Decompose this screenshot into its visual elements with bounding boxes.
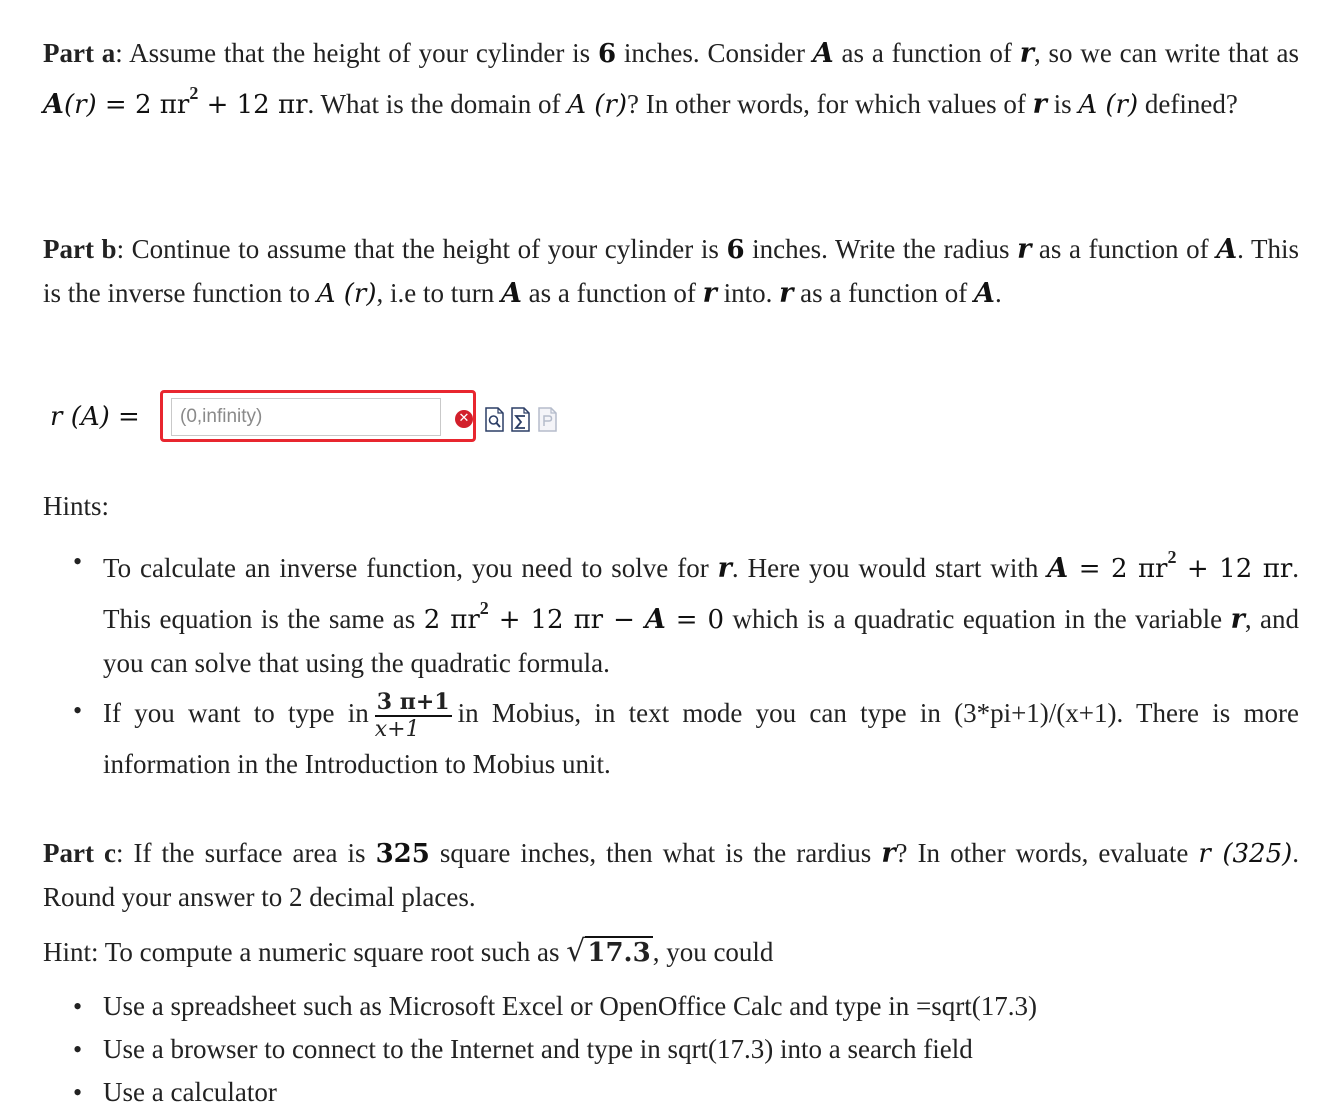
math-fraction	[375, 689, 452, 743]
part-c-label: Part c	[43, 838, 116, 868]
fraction-numerator: 3 π+1	[376, 689, 450, 715]
math-fn-A: A (r)	[567, 90, 627, 120]
hints-list	[43, 540, 1299, 786]
part-b-label: Part b	[43, 234, 117, 264]
hint-text: in Mobius, in text mode you can type in (3*pi+1)/(x+1). There is more information in the Introduction to Mobius unit.	[103, 698, 1299, 779]
list-item: • Use a browser to connect to the Internet and type in sqrt(17.3) into a search field	[43, 1028, 1299, 1071]
part-a-text: inches. Consider	[616, 38, 813, 68]
error-icon: ✕	[455, 410, 473, 428]
part-c-text: ? In other words, evaluate	[895, 838, 1199, 868]
hints-heading: Hints:	[43, 491, 110, 521]
fraction-denominator: x+1	[374, 717, 420, 742]
preview-icon[interactable]	[485, 407, 504, 432]
list-item: • Use a spreadsheet such as Microsoft Excel or OpenOffice Calc and type in =sqrt(17.3)	[43, 985, 1299, 1028]
math-exponent: 2	[479, 598, 489, 618]
math-var-A: A	[974, 278, 995, 309]
part-a-text: defined?	[1138, 89, 1238, 119]
math-var-A: A	[500, 278, 522, 309]
part-a-text: : Assume that the height of your cylinder is	[115, 38, 598, 68]
math-exponent: 2	[1167, 547, 1177, 567]
part-b-text: as a function of	[521, 278, 703, 308]
sqrt-options-list	[43, 985, 1299, 1114]
math-var-r: r	[1019, 38, 1034, 69]
math-fn-arg: (r)	[63, 90, 97, 120]
math-expr: + 12 πr	[198, 90, 308, 120]
part-a-text: . What is the domain of	[307, 89, 568, 119]
list-item	[43, 689, 1299, 786]
math-fn-A: A (r)	[1078, 90, 1139, 120]
part-b-text: as a function of	[1031, 234, 1217, 264]
sqrt-hint	[43, 930, 1299, 975]
math-fn-A: A	[43, 89, 64, 120]
part-a-question	[43, 32, 1299, 127]
part-b-text: inches. Write the radius	[744, 234, 1018, 264]
math-var-r: r	[1032, 89, 1047, 120]
part-b-text: .	[995, 278, 1002, 308]
math-exponent: 2	[189, 83, 199, 103]
math-var-r: r	[1017, 234, 1032, 265]
math-fn-A: A (r)	[316, 279, 377, 309]
answer-input[interactable]	[171, 398, 441, 436]
math-expr: = 2 πr	[96, 90, 190, 120]
part-c-text: square inches, then what is the rardius	[429, 838, 882, 868]
math-var-A: A	[1216, 234, 1238, 265]
height-value: 6	[726, 235, 745, 265]
radical-sign: √	[566, 934, 586, 969]
math-var-A: A	[812, 38, 834, 69]
part-b-text: . This is the inverse function to	[43, 234, 1299, 308]
area-value: 325	[375, 839, 430, 869]
part-c-question	[43, 832, 1299, 919]
hint-text: , and you can solve that using the quadratic formula.	[103, 604, 1300, 678]
hint-text: which is a quadratic equation in the variable	[724, 604, 1231, 634]
part-b-text: , i.e to turn	[376, 278, 501, 308]
hint-text: To calculate an inverse function, you need to solve for	[103, 553, 718, 583]
part-b-question	[43, 228, 1299, 316]
list-item: • Use a calculator	[43, 1071, 1299, 1114]
math-expr: 2 πr	[423, 605, 480, 635]
part-c-text: . Round your answer to 2 decimal places.	[43, 838, 1300, 912]
part-a-text: as a function of	[833, 38, 1020, 68]
math-var-r: r	[702, 278, 717, 309]
hint-text: If you want to type in	[103, 698, 369, 729]
math-var-A: A	[644, 604, 666, 635]
hint-text: . This equation is the same as	[103, 553, 1299, 634]
part-b-text: as a function of	[793, 278, 975, 308]
math-var-r: r	[779, 278, 794, 309]
math-var-A: A	[1047, 553, 1069, 584]
answer-label: r (A) =	[50, 402, 140, 432]
part-b-text: : Continue to assume that the height of your cylinder is	[116, 234, 727, 264]
part-c-text: : If the surface area is	[116, 838, 376, 868]
text-mode-icon[interactable]	[538, 407, 557, 432]
math-expr: + 12 πr	[1176, 554, 1293, 584]
part-a-text: , so we can write that as	[1033, 38, 1299, 68]
hint-text: , you could	[652, 937, 774, 967]
radicand: 17.3	[587, 938, 651, 968]
part-b-text: into.	[716, 278, 780, 308]
math-expr: + 12 πr −	[488, 605, 645, 635]
part-a-label: Part a	[43, 38, 116, 68]
answer-input-frame	[160, 390, 476, 442]
math-var-r: r	[717, 553, 732, 584]
height-value: 6	[598, 39, 617, 69]
math-expr: = 2 πr	[1068, 554, 1168, 584]
math-var-r: r	[881, 838, 896, 869]
part-a-text: is	[1046, 89, 1079, 119]
hint-text: Hint: To compute a numeric square root such as	[43, 937, 567, 967]
math-var-r: r	[1230, 604, 1245, 635]
list-item	[43, 540, 1299, 685]
equation-editor-icon[interactable]	[511, 407, 530, 432]
math-eval-r: r (325)	[1198, 839, 1293, 869]
hint-text: . Here you would start with	[731, 553, 1048, 583]
math-sqrt	[566, 930, 652, 975]
part-a-text: ? In other words, for which values of	[626, 89, 1033, 119]
math-expr: = 0	[665, 605, 725, 635]
